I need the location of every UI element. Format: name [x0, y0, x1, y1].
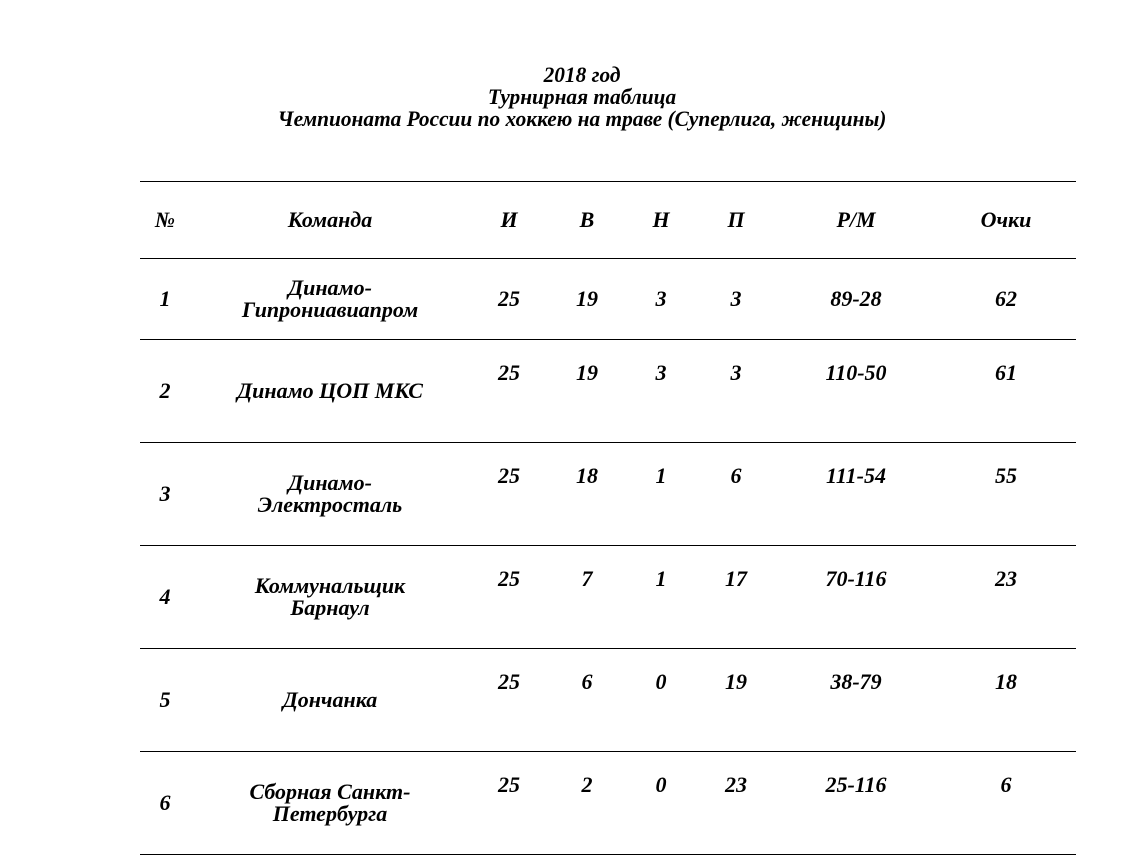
- team-name-line: Гипрониавиапром: [241, 297, 419, 322]
- title-subtitle: Турнирная таблица: [487, 84, 677, 109]
- cell-team: [190, 259, 470, 340]
- cell-team: [190, 443, 470, 546]
- team-name-line: Динамо ЦОП МКС: [237, 378, 423, 403]
- cell-team: [190, 340, 470, 443]
- cell-wins: 2: [581, 772, 593, 797]
- title-year: 2018 год: [543, 62, 621, 87]
- header-goals: Р/М: [836, 207, 876, 232]
- cell-wins: 18: [576, 463, 598, 488]
- cell-wins: 19: [576, 360, 598, 385]
- cell-points: 62: [995, 286, 1017, 311]
- document-title: [0, 64, 1128, 130]
- cell-goals: 70-116: [825, 566, 887, 591]
- cell-games: 25: [498, 566, 520, 591]
- cell-points: 6: [1000, 772, 1012, 797]
- header-points: Очки: [980, 207, 1032, 232]
- table-row: [140, 443, 1076, 546]
- cell-points: 61: [995, 360, 1017, 385]
- cell-team: [190, 546, 470, 649]
- cell-draws: 3: [655, 360, 667, 385]
- cell-points: 18: [995, 669, 1017, 694]
- cell-draws: 0: [655, 669, 667, 694]
- cell-num: 3: [159, 481, 171, 506]
- cell-draws: 1: [655, 566, 667, 591]
- standings-table: [140, 181, 1076, 855]
- cell-games: 25: [498, 669, 520, 694]
- header-losses: П: [727, 207, 745, 232]
- table-row: [140, 340, 1076, 443]
- cell-points: 23: [995, 566, 1017, 591]
- cell-num: 6: [159, 790, 171, 815]
- team-name-line: Электросталь: [257, 492, 403, 517]
- cell-goals: 89-28: [830, 286, 882, 311]
- cell-losses: 23: [725, 772, 747, 797]
- cell-wins: 19: [576, 286, 598, 311]
- cell-draws: 1: [655, 463, 667, 488]
- team-name-line: Динамо-: [288, 470, 372, 495]
- team-name-line: Коммунальщик: [254, 573, 406, 598]
- cell-losses: 17: [725, 566, 747, 591]
- cell-draws: 3: [655, 286, 667, 311]
- cell-games: 25: [498, 463, 520, 488]
- cell-goals: 111-54: [826, 463, 886, 488]
- cell-num: 5: [159, 687, 171, 712]
- cell-wins: 6: [581, 669, 593, 694]
- cell-goals: 110-50: [825, 360, 887, 385]
- cell-team: [190, 752, 470, 855]
- cell-games: 25: [498, 360, 520, 385]
- cell-num: 2: [159, 378, 171, 403]
- title-championship: Чемпионата России по хоккею на траве (Суперлига, женщины): [277, 106, 887, 131]
- cell-losses: 3: [730, 286, 742, 311]
- cell-num: 4: [159, 584, 171, 609]
- team-name-line: Динамо-: [288, 275, 372, 300]
- team-name-line: Дончанка: [282, 687, 378, 712]
- cell-games: 25: [498, 286, 520, 311]
- header-draws: Н: [652, 207, 670, 232]
- team-name-line: Петербурга: [272, 801, 388, 826]
- table-row: [140, 649, 1076, 752]
- cell-goals: 38-79: [830, 669, 882, 694]
- cell-wins: 7: [581, 566, 593, 591]
- header-team: Команда: [287, 207, 373, 232]
- table-row: [140, 259, 1076, 340]
- team-name-line: Барнаул: [290, 595, 370, 620]
- cell-draws: 0: [655, 772, 667, 797]
- header-num: №: [154, 207, 176, 232]
- cell-losses: 19: [725, 669, 747, 694]
- cell-points: 55: [995, 463, 1017, 488]
- cell-losses: 6: [730, 463, 742, 488]
- header-games: И: [500, 207, 518, 232]
- cell-games: 25: [498, 772, 520, 797]
- table-row: [140, 752, 1076, 855]
- table-row: [140, 546, 1076, 649]
- cell-team: [190, 649, 470, 752]
- cell-losses: 3: [730, 360, 742, 385]
- cell-goals: 25-116: [825, 772, 887, 797]
- team-name-line: Сборная Санкт-: [249, 779, 411, 804]
- header-wins: В: [579, 207, 595, 232]
- cell-num: 1: [159, 286, 171, 311]
- standings-table-wrapper: [140, 181, 1076, 855]
- table-header-row: [140, 182, 1076, 259]
